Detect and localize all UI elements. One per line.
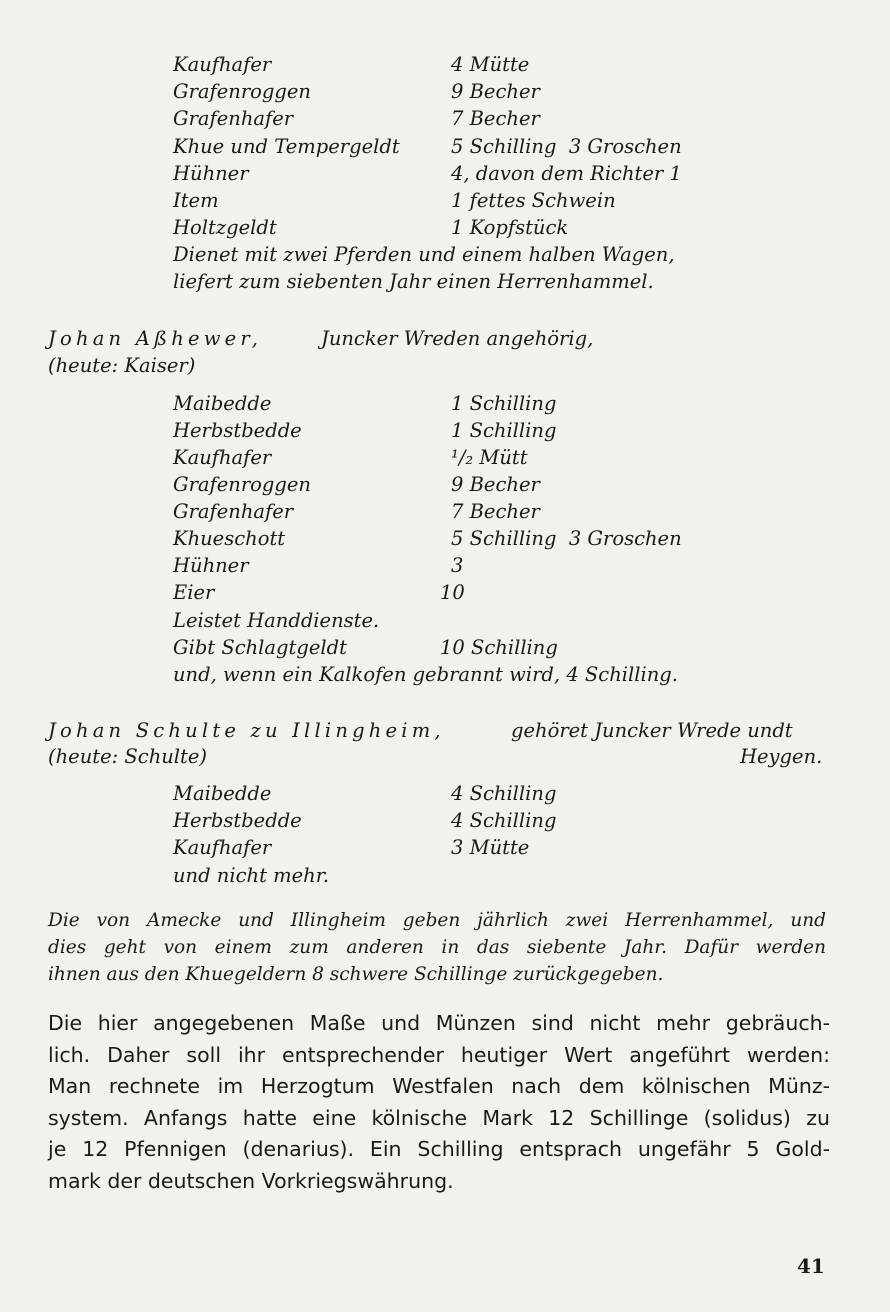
levy-label: Hühner [173, 162, 249, 185]
levy-label: Herbstbedde [173, 419, 302, 442]
service-note: Leistet Handdienste. [173, 609, 380, 632]
summary-paragraph [48, 907, 826, 988]
levy-value: 1 Schilling [451, 419, 557, 442]
levy-label: Kaufhafer [173, 53, 272, 76]
levy-label: Holtzgeldt [173, 216, 277, 239]
levy-label: Grafenhafer [173, 107, 294, 130]
entry-today-name: (heute: Schulte) [48, 745, 208, 768]
levy-value: 9 Becher [451, 473, 540, 496]
levy-value: 3 [451, 554, 464, 577]
levy-label: Herbstbedde [173, 809, 302, 832]
entry-name: Johan Schulte zu Illingheim, [48, 719, 445, 742]
body-paragraph [48, 1008, 830, 1197]
entry-affiliation-end: Heygen. [740, 745, 823, 768]
levy-label: Maibedde [173, 392, 272, 415]
levy-label: Grafenroggen [173, 473, 311, 496]
body-line: mark der deutschen Vorkriegswährung. [48, 1168, 454, 1193]
levy-value: ¹/₂ Mütt [451, 446, 528, 469]
entry-affiliation: Juncker Wreden angehörig, [321, 327, 594, 350]
entry-affiliation: gehöret Juncker Wrede undt [511, 719, 793, 742]
summary-line: dies geht von einem zum anderen in das siebente Jahr. Dafür werden [48, 937, 826, 958]
levy-label: Grafenhafer [173, 500, 294, 523]
levy-value: 1 fettes Schwein [451, 189, 616, 212]
levy-label: Kaufhafer [173, 446, 272, 469]
levy-label: Grafenroggen [173, 80, 311, 103]
levy-value: 7 Becher [451, 500, 540, 523]
levy-label: Eier [173, 581, 215, 604]
levy-value: 4, davon dem Richter 1 [451, 162, 682, 185]
levy-label: Khueschott [173, 527, 286, 550]
levy-label: Khue und Tempergeldt [173, 135, 400, 158]
body-line: Man rechnete im Herzogtum Westfalen nach dem kölnischen Münz- [48, 1074, 830, 1098]
service-note: und, wenn ein Kalkofen gebrannt wird, 4 Schilling. [173, 663, 678, 686]
levy-value: 7 Becher [451, 107, 540, 130]
service-note: liefert zum siebenten Jahr einen Herrenhammel. [173, 270, 654, 293]
levy-label: Gibt Schlagtgeldt [173, 636, 347, 659]
levy-label: Hühner [173, 554, 249, 577]
summary-line: Die von Amecke und Illingheim geben jährlich zwei Herrenhammel, und [48, 910, 826, 931]
levy-value: 4 Mütte [451, 53, 530, 76]
levy-value: 4 Schilling [451, 809, 557, 832]
service-note: und nicht mehr. [173, 864, 330, 887]
levy-value: 1 Kopfstück [451, 216, 569, 239]
levy-value: 5 Schilling 3 Groschen [451, 527, 682, 550]
body-line: Die hier angegebenen Maße und Münzen sind nicht mehr gebräuch- [48, 1011, 830, 1035]
body-line: lich. Daher soll ihr entsprechender heutiger Wert angeführt werden: [48, 1042, 830, 1067]
levy-value: 10 [440, 581, 465, 604]
levy-value: 3 Mütte [451, 836, 530, 859]
levy-value: 9 Becher [451, 80, 540, 103]
levy-value: 10 Schilling [440, 636, 558, 659]
entry-today-name: (heute: Kaiser) [48, 354, 196, 377]
summary-line: ihnen aus den Khuegeldern 8 schwere Schillinge zurückgegeben. [48, 964, 664, 985]
page-number: 41 [797, 1254, 825, 1278]
entry-name: Johan Aßhewer, [48, 327, 263, 350]
service-note: Dienet mit zwei Pferden und einem halben Wagen, [173, 243, 675, 266]
body-line: system. Anfangs hatte eine kölnische Mark 12 Schillinge (solidus) zu [48, 1105, 830, 1130]
levy-label: Maibedde [173, 782, 272, 805]
levy-value: 5 Schilling 3 Groschen [451, 135, 682, 158]
levy-value: 1 Schilling [451, 392, 557, 415]
levy-label: Item [173, 189, 219, 212]
levy-label: Kaufhafer [173, 836, 272, 859]
body-line: je 12 Pfennigen (denarius). Ein Schilling entsprach ungefähr 5 Gold- [48, 1137, 830, 1161]
levy-value: 4 Schilling [451, 782, 557, 805]
